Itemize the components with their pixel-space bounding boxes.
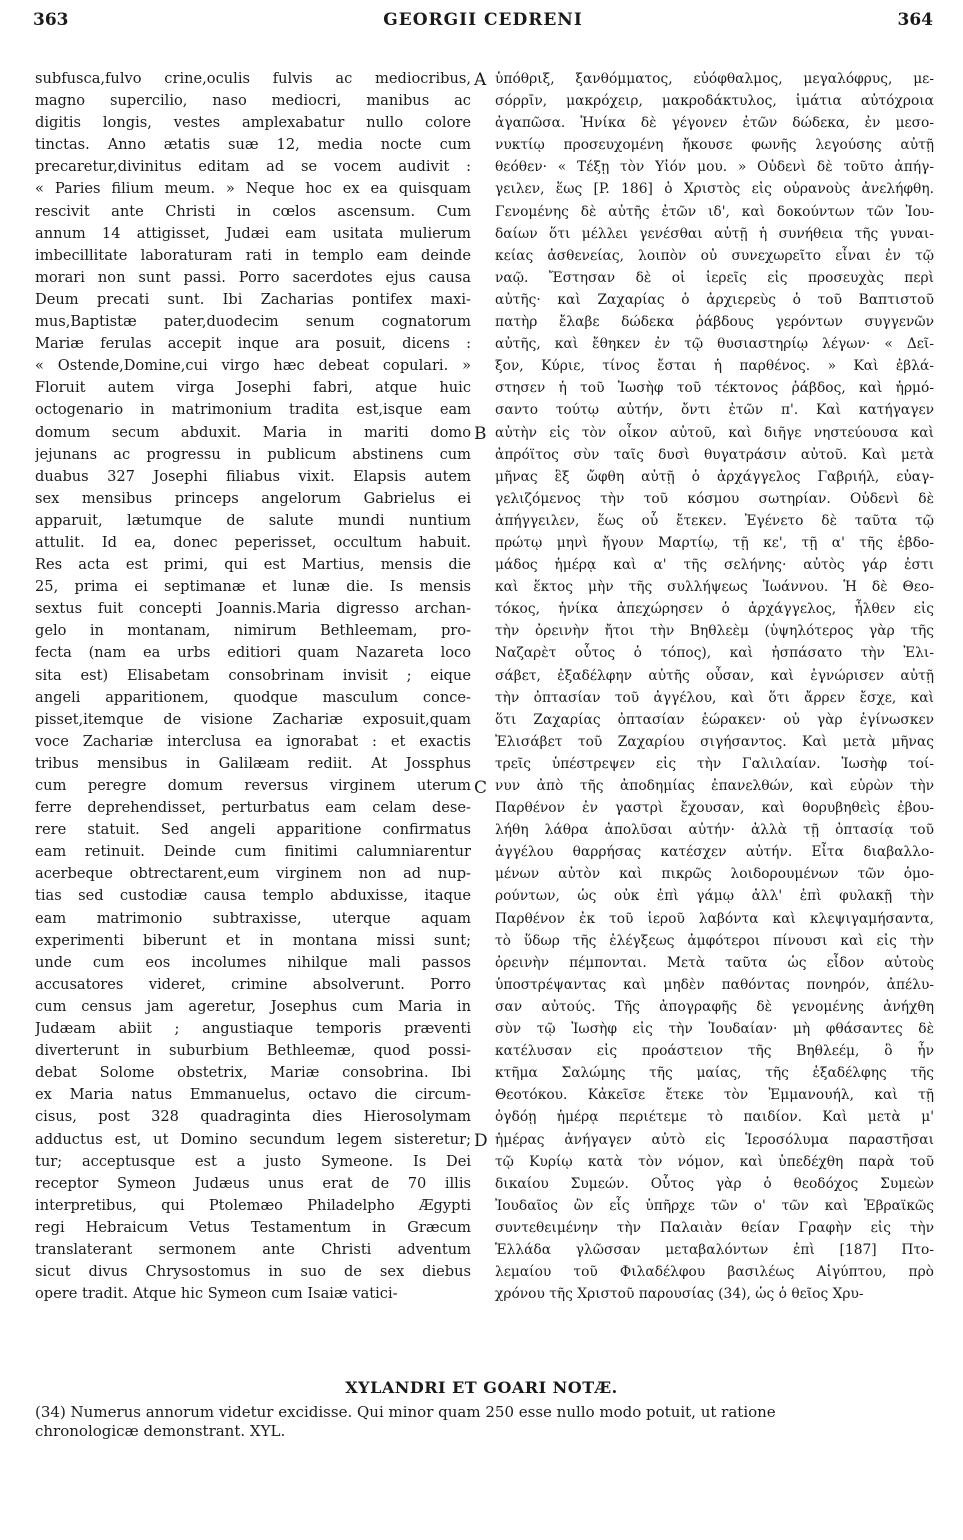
text-line: ἀπρόϊτος σὺν ταῖς δυσὶ θυγατράσιν αὐτοῦ. Καὶ μετὰ <box>495 446 934 463</box>
text-line: πρώτῳ μηνὶ ἤγουν Μαρτίῳ, τῇ κε', τῇ α' τῆς ἑβδο- <box>495 534 934 551</box>
text-line: νυκτίῳ προσευχομένη ἤκουσε φωνῆς λεγούσης αὐτῇ <box>495 137 934 154</box>
text-line: ξον, Κύριε, τίνος ἔσται ἡ παρθένος. » Καὶ ἐβλά- <box>495 358 934 375</box>
text-line: Judæam abiit ; angustiaque temporis præventi <box>35 1020 471 1038</box>
text-line: ἀγγέλου θαρρήσας κατέσχεν αὐτήν. Εἶτα διαβαλλο- <box>495 844 934 861</box>
text-line: sex mensibus princeps angelorum Gabrielus ei <box>35 489 471 507</box>
text-line: ὑποστρέψαντας καὶ μηδὲν παθόντας πονηρόν, ἀπέλυ- <box>495 976 934 993</box>
text-line: Παρθένον ἐν γαστρὶ ἔχουσαν, καὶ θορυβηθεὶς ἐβου- <box>495 800 934 817</box>
text-line: digitis longis, vestes amplexabatur nullo colore <box>35 114 471 132</box>
text-line: σαν αὐτούς. Τῆς ἀπογραφῆς δὲ γενομένης ἀνήχθη <box>495 998 934 1015</box>
text-line: voce Zachariæ interclusa ea ignorabat : et exactis <box>35 732 471 750</box>
latin-column <box>35 68 471 1305</box>
text-line: στησεν ἡ τοῦ Ἰωσὴφ τοῦ τέκτονος ῥάβδος, καὶ ἡρμό- <box>495 380 934 397</box>
text-line: ρούντων, ὡς οὐκ ἐπὶ γάμῳ ἀλλ' ἐπὶ φυλακῇ τὴν <box>495 888 934 905</box>
text-line: acerbeque obtrectarent,eum virginem non ad nup- <box>35 865 471 883</box>
notes-heading: XYLANDRI ET GOARI NOTÆ. <box>345 1378 618 1397</box>
text-line: Θεοτόκου. Κἀκεῖσε ἔτεκε τὸν Ἐμμανουήλ, καὶ τῇ <box>495 1087 934 1104</box>
text-line: mus,Baptistæ pater,duodecim senum cognatorum <box>35 313 471 331</box>
text-line: morari non sunt passi. Porro sacerdotes ejus causa <box>35 268 471 286</box>
text-line: πατὴρ ἔλαβε δώδεκα ῥάβδους γερόντων συγγενῶν <box>495 314 934 331</box>
section-marker-d: D <box>474 1131 488 1151</box>
text-line: « Ostende,Domine,cui virgo hæc debeat copulari. » <box>35 357 471 375</box>
text-line: νυν ἀπὸ τῆς ἀποδημίας ἐπανελθών, καὶ εὑρὼν τὴν <box>495 778 934 794</box>
text-line: τὴν ὀπτασίαν τοῦ ἀγγέλου, καὶ ὅτι ἄρρεν ἔσχε, καὶ <box>495 689 934 706</box>
text-line: domum secum abduxit. Maria in mariti domo <box>35 423 471 441</box>
text-line: σάβετ, ἐξαδέλφην αὐτῆς οὖσαν, καὶ ἐγνώρισεν αὐτῇ <box>495 667 934 684</box>
text-line: μάδος ἡμέρᾳ καὶ α' τῆς σελήνης· αὐτὸς γάρ ἐστι <box>495 557 934 574</box>
text-line: 25, prima ei septimanæ et lunæ die. Is mensis <box>35 578 471 596</box>
text-line: experimenti biberunt et in montana missi sunt; <box>35 931 471 949</box>
text-line: cum census jam ageretur, Josephus cum Maria in <box>35 997 471 1015</box>
text-line: Γενομένης δὲ αὐτῆς ἐτῶν ιδ', καὶ δοκούντων τῶν Ἰου- <box>495 203 934 220</box>
text-line: συντεθειμένην τὴν Παλαιὰν θείαν Γραφὴν εἰς τὴν <box>495 1219 934 1236</box>
text-line: eam matrimonio subtraxisse, uterque aquam <box>35 909 471 927</box>
running-header <box>33 10 933 40</box>
text-line: κείας ἀσθενείας, λοιπὸν οὐ συνεχωρεῖτο εἶναι ἐν τῷ <box>495 247 934 264</box>
text-line: τὸ ὕδωρ τῆς ἐλέγξεως ἀμφότεροι πίνουσι καὶ εἰς τὴν <box>495 932 934 949</box>
footnote-line: (34) Numerus annorum videtur excidisse. Qui minor quam 250 esse nullo modo potuit, ut ratione <box>35 1403 776 1421</box>
text-line: τρεῖς ὑπέστρεψεν εἰς τὴν Γαλιλαίαν. Ἰωσὴφ τοί- <box>495 755 934 772</box>
text-line: sicut divus Chrysostomus in suo de sex diebus <box>35 1263 471 1281</box>
text-line: Mariæ ferulas accepit inque ara posuit, dicens : <box>35 335 471 353</box>
text-line: « Paries filium meum. » Neque hoc ex ea quisquam <box>35 180 471 198</box>
text-line: ἡμέρας ἀνήγαγεν αὐτὸ εἰς Ἱεροσόλυμα παραστῆσαι <box>495 1131 934 1148</box>
text-line: δαίων ὅτι μέλλει γενέσθαι αὐτῇ ἡ συνήθεια τῆς γυναι- <box>495 225 934 242</box>
text-line: τὴν ὀρεινὴν ἤτοι τὴν Βηθλεὲμ (ὑψηλότερος γὰρ τῆς <box>495 623 934 640</box>
text-line: attulit. Id ea, donec peperisset, occultum habuit. <box>35 533 471 551</box>
text-line: ὅτι Ζαχαρίας ὀπτασίαν ἑώρακεν· οὐ γὰρ ἐγίνωσκεν <box>495 711 934 728</box>
text-line: rere statuit. Sed angeli apparitione confirmatus <box>35 821 471 839</box>
text-line: cisus, post 328 quadraginta dies Hierosolymam <box>35 1108 471 1126</box>
text-line: ferre deprehendisset, perturbatus eam celam dese- <box>35 799 471 817</box>
running-title: GEORGII CEDRENI <box>383 10 583 30</box>
text-line: translaterant sermonem ante Christi adventum <box>35 1240 471 1258</box>
text-line: γελιζόμενος τὴν τοῦ κόσμου σωτηρίαν. Οὐδενὶ δὲ <box>495 490 934 507</box>
text-line: Ναζαρὲτ οὗτος ὁ τόπος), καὶ ἠσπάσατο τὴν Ἐλι- <box>495 645 934 662</box>
text-line: receptor Symeon Judæus unus erat de 70 illis <box>35 1174 471 1192</box>
text-line: subfusca,fulvo crine,oculis fulvis ac mediocribus, <box>35 70 471 87</box>
text-line: γειλεν, ἕως [P. 186] ὁ Χριστὸς εἰς οὐρανοὺς ἀνελήφθη. <box>495 181 934 198</box>
text-line: Ἑλλάδα γλῶσσαν μεταβαλόντων ἐπὶ [187] Πτο- <box>495 1241 934 1258</box>
text-line: debat Solome obstetrix, Mariæ consobrina. Ibi <box>35 1064 471 1082</box>
text-line: unde cum eos incolumes nihilque mali passos <box>35 953 471 971</box>
text-line: κτῆμα Σαλώμης τῆς μαίας, τῆς ἐξαδέλφης τῆς <box>495 1065 934 1082</box>
text-line: αὐτῆς· καὶ Ζαχαρίας ὁ ἀρχιερεὺς ὁ τοῦ Βαπτιστοῦ <box>495 291 934 308</box>
text-line: opere tradit. Atque hic Symeon cum Isaiæ vatici- <box>35 1285 398 1303</box>
text-line: magno supercilio, naso mediocri, manibus ac <box>35 92 471 110</box>
footnote-line: chronologicæ demonstrant. XYL. <box>35 1422 286 1440</box>
text-line: Deum precati sunt. Ibi Zacharias pontifex maxi- <box>35 290 471 308</box>
text-line: annum 14 attigisset, Judæi eam usitata mulierum <box>35 224 471 242</box>
text-line: angeli apparitionem, quodque masculum conce- <box>35 688 471 706</box>
text-line: σόρρῑν, μακρόχειρ, μακροδάκτυλος, ἱμάτια αὐτόχροια <box>495 93 934 110</box>
text-line: tur; acceptusque est a justo Symeone. Is Dei <box>35 1152 471 1170</box>
text-line: octogenario in matrimonium tradita est,isque eam <box>35 401 471 419</box>
text-line: ὀρεινὴν πέμπονται. Μετὰ ταῦτα ὡς εἶδον αὐτοὺς <box>495 954 934 971</box>
text-line: fecta (nam ea urbs editiori quam Nazareta loco <box>35 644 471 662</box>
text-line: Ἐλισάβετ τοῦ Ζαχαρίου σιγήσαντος. Καὶ μετὰ μῆνας <box>495 733 934 750</box>
text-line: Παρθένον ἐκ τοῦ ἱεροῦ λαβόντα καὶ κλεψιγαμήσαντα, <box>495 910 934 927</box>
text-line: μῆνας ἓξ ὤφθη αὐτῇ ὁ ἀρχάγγελος Γαβριήλ, εὐαγ- <box>495 468 934 485</box>
text-line: diverterunt in suburbium Bethleemæ, quod possi- <box>35 1042 471 1060</box>
text-line: τόκος, ἡνίκα ἀπεχώρησεν ὁ ἀρχάγγελος, ἦλθεν εἰς <box>495 601 934 618</box>
text-line: τῷ Κυρίῳ κατὰ τὸν νόμον, καὶ ὑπεδέχθη παρὰ τοῦ <box>495 1153 934 1170</box>
text-line: δικαίου Συμεών. Οὗτος γὰρ ὁ θεοδόχος Συμεὼν <box>495 1175 934 1192</box>
text-line: μένων αὐτὸν καὶ πικρῶς λοιδορουμένων τῶν ὁμο- <box>495 866 934 883</box>
text-line: καὶ ἕκτος μὴν τῆς συλλήψεως Ἰωάννου. Ἡ δὲ Θεο- <box>495 579 934 596</box>
text-line: Floruit autem virga Josephi fabri, atque huic <box>35 379 471 397</box>
text-line: σαντο τούτῳ αὐτήν, ὄντι ἐτῶν π'. Καὶ κατήγαγεν <box>495 402 934 419</box>
text-line: ὀγδόῃ ἡμέρᾳ περιέτεμε τὸ παιδίον. Καὶ μετὰ μ' <box>495 1109 934 1126</box>
text-line: Ἰουδαῖος ὢν εἷς ὑπῆρχε τῶν ο' τῶν καὶ Ἑβραϊκῶς <box>495 1197 934 1214</box>
page-number-right: 364 <box>897 10 933 30</box>
text-line: duabus 327 Josephi filiabus vixit. Elapsis autem <box>35 467 471 485</box>
text-line: tribus mensibus in Galilæam rediit. At Jossphus <box>35 754 471 772</box>
text-line: adductus est, ut Domino secundum legem sisteretur; <box>35 1130 471 1148</box>
text-line: interpretibus, qui Ptolemæo Philadelpho Ægypti <box>35 1196 471 1214</box>
text-line: αὐτῆς, καὶ ἔθηκεν ἐν τῷ θυσιαστηρίῳ λέγων· « Δεῖ- <box>495 336 934 353</box>
text-line: pisset,itemque de visione Zachariæ exposuit,quam <box>35 710 471 728</box>
text-line: χρόνου τῆς Χριστοῦ παρουσίας (34), ὡς ὁ θεῖος Χρυ- <box>495 1286 864 1303</box>
text-line: ex Maria natus Emmanuelus, octavo die circum- <box>35 1086 471 1104</box>
text-line: gelo in montanam, nimirum Bethleemam, pro- <box>35 622 471 640</box>
text-line: eam retinuit. Deinde cum finitimi calumniarentur <box>35 843 471 861</box>
text-line: jejunans ac progressu in publicum abstinens cum <box>35 445 471 463</box>
text-line: sita est) Elisabetam consobrinam invisit ; eique <box>35 666 471 684</box>
text-line: Res acta est primi, qui est Martius, mensis die <box>35 556 471 574</box>
text-line: regi Hebraicum Vetus Testamentum in Græcum <box>35 1218 471 1236</box>
text-line: tinctas. Anno ætatis suæ 12, media nocte cum <box>35 136 471 154</box>
greek-column <box>495 68 934 1305</box>
section-marker-c: C <box>474 778 488 798</box>
text-line: apparuit, lætumque de salute mundi nuntium <box>35 511 471 529</box>
text-line: ναῷ. Ἔστησαν δὲ οἱ ἱερεῖς εἰς προσευχὰς περὶ <box>495 269 934 286</box>
text-line: imbecillitate laboraturam rati in templo eam deinde <box>35 246 471 264</box>
text-line: accusatores videret, crimine absolverunt. Porro <box>35 975 471 993</box>
text-line: θεόθεν· « Τέξῃ τὸν Υἱόν μου. » Οὐδενὶ δὲ τοῦτο ἀπήγ- <box>495 159 934 176</box>
text-line: ἀπήγγειλεν, ἕως οὗ ἔτεκεν. Ἐγένετο δὲ ταῦτα τῷ <box>495 512 934 529</box>
text-line: σὺν τῷ Ἰωσὴφ εἰς τὴν Ἰουδαίαν· μὴ φθάσαντες δὲ <box>495 1021 934 1038</box>
text-line: cum peregre domum reversus virginem uterum <box>35 777 471 794</box>
section-marker-b: B <box>474 424 487 444</box>
text-line: tias sed custodiæ causa templo abduxisse, itaque <box>35 887 471 905</box>
text-line: λεμαίου τοῦ Φιλαδέλφου βασιλέως Αἰγύπτου, πρὸ <box>495 1264 934 1281</box>
text-line: αὐτὴν εἰς τὸν οἶκον αὐτοῦ, καὶ διῆγε νηστεύουσα καὶ <box>495 424 934 441</box>
text-line: λήθη λάθρα ἀπολῦσαι αὐτήν· ἀλλὰ τῇ ὀπτασίᾳ τοῦ <box>495 822 934 839</box>
text-line: ὑπόθριξ, ξανθόμματος, εὐόφθαλμος, μεγαλόφρυς, με- <box>495 71 934 87</box>
text-line: precaretur,divinitus editam ad se vocem audivit : <box>35 158 471 176</box>
section-marker-a: A <box>474 70 487 90</box>
text-line: κατέλυσαν εἰς προάστειον τῆς Βηθλεέμ, ὃ ἦν <box>495 1043 934 1060</box>
page-number-left: 363 <box>33 10 69 30</box>
text-line: rescivit ante Christi in cœlos ascensum. Cum <box>35 202 471 220</box>
text-line: sextus fuit concepti Joannis.Maria digresso archan- <box>35 600 471 618</box>
text-line: ἀγαπῶσα. Ἡνίκα δὲ γέγονεν ἐτῶν δώδεκα, ἐν μεσο- <box>495 115 934 132</box>
